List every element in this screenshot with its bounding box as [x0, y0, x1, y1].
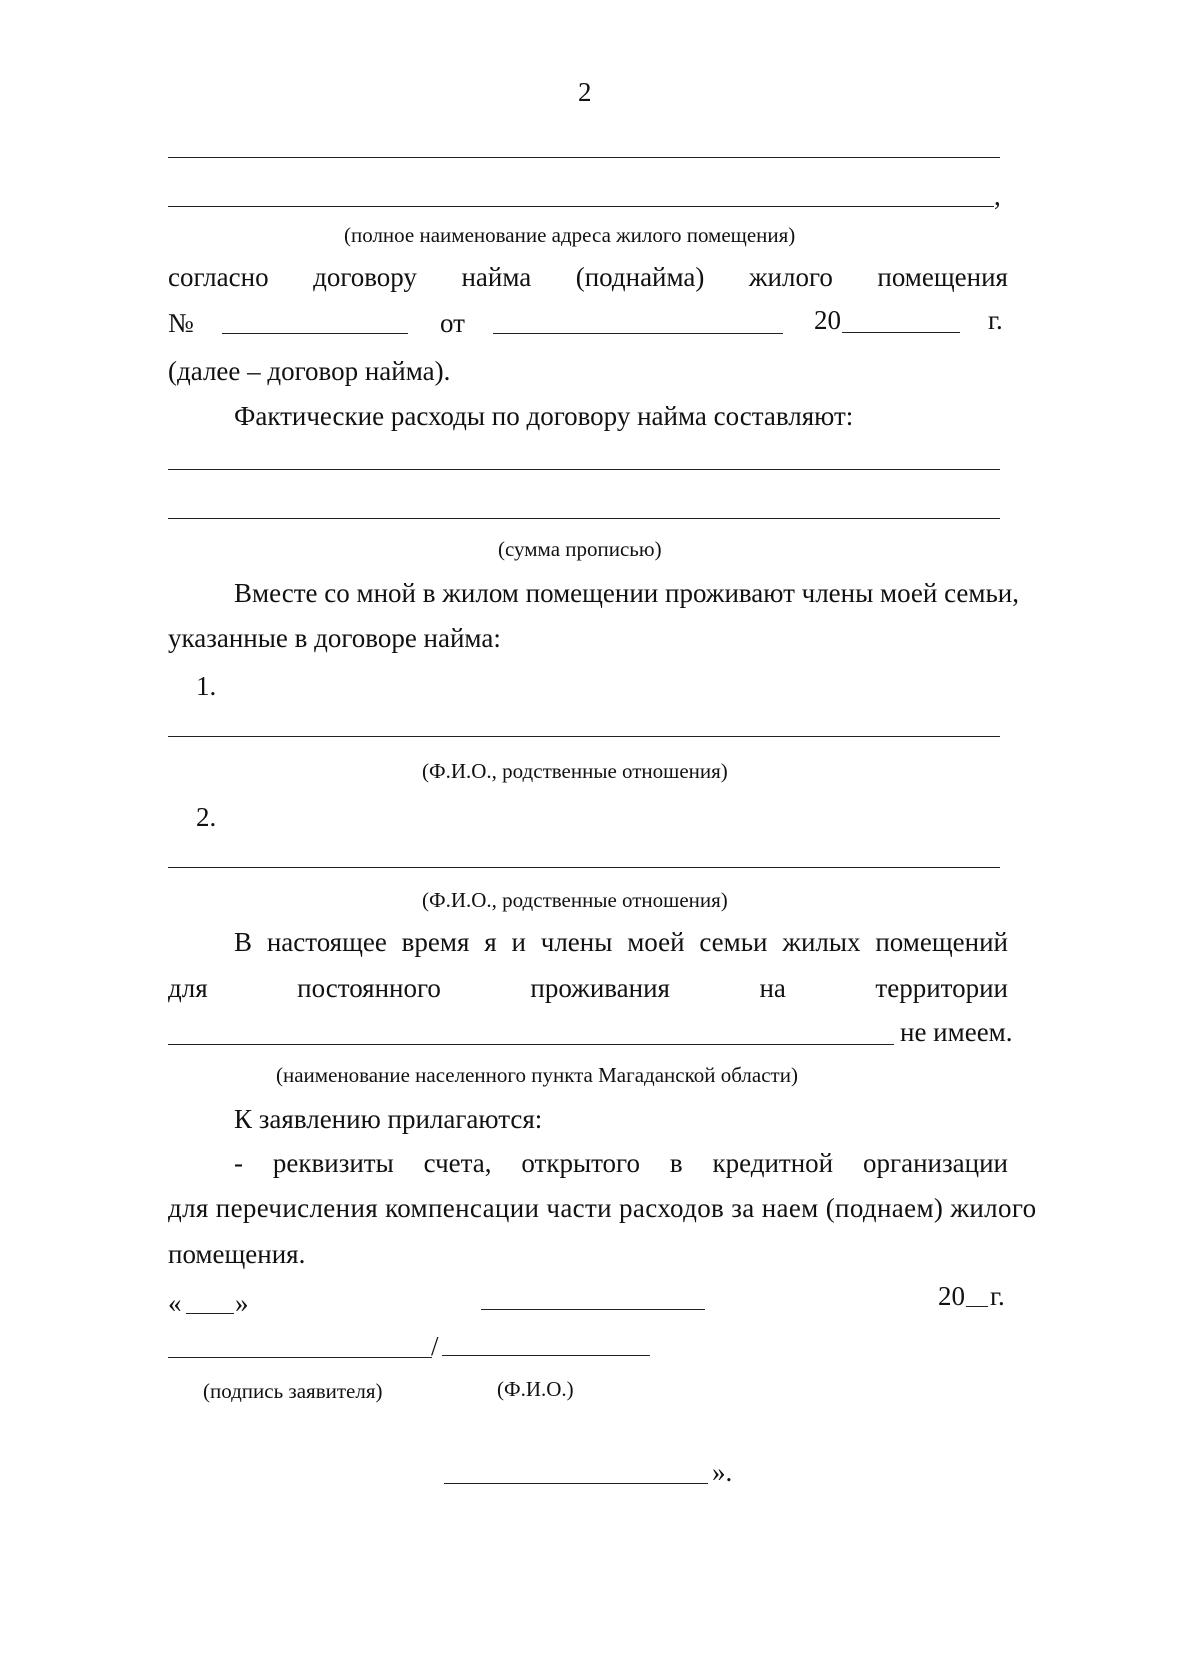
housing-word: время	[401, 927, 470, 957]
housing-word: члены	[540, 927, 613, 957]
contract-word: договору	[313, 262, 417, 292]
housing-line-2	[168, 972, 1008, 1004]
contract-number-field[interactable]	[222, 333, 408, 334]
date-year-field[interactable]	[966, 1306, 988, 1307]
member-2-number: 2.	[196, 802, 217, 832]
housing-word: жилых	[782, 927, 861, 957]
attachments-title: К заявлению прилагаются:	[234, 1104, 543, 1134]
signature-field[interactable]	[168, 1357, 432, 1358]
date-open-quote: «	[168, 1288, 182, 1318]
contract-word: жилого	[748, 262, 833, 292]
housing-word: помещений	[875, 927, 1008, 957]
attachment-line-3: помещения.	[168, 1239, 306, 1269]
date-month-field[interactable]	[481, 1309, 705, 1310]
housing-word: настоящее	[266, 927, 387, 957]
housing-word: проживания	[530, 973, 670, 1003]
attachment-word: кредитной	[712, 1148, 834, 1178]
address-line-2[interactable]	[168, 206, 994, 207]
sum-line-1[interactable]	[168, 469, 1000, 470]
year-prefix: 20	[814, 305, 841, 335]
attachment-word: открытого	[521, 1148, 640, 1178]
housing-word: я	[484, 927, 497, 957]
attachment-line-1	[234, 1147, 1008, 1179]
attachment-word: в	[669, 1148, 683, 1178]
attachment-word: -	[234, 1148, 243, 1178]
contract-word: согласно	[168, 262, 269, 292]
number-sign: №	[168, 308, 194, 338]
expenses-intro: Фактические расходы по договору найма составляют:	[234, 401, 854, 431]
housing-word: В	[234, 927, 253, 957]
member-1-line[interactable]	[168, 736, 1000, 737]
date-year-suffix: г.	[990, 1281, 1005, 1311]
fio-caption: (Ф.И.О.)	[497, 1377, 574, 1401]
housing-word: территории	[875, 973, 1008, 1003]
member-1-number: 1.	[196, 671, 217, 701]
signature-caption: (подпись заявителя)	[203, 1379, 383, 1403]
contract-date-field[interactable]	[493, 333, 783, 334]
housing-word: постоянного	[297, 973, 441, 1003]
housing-line-1	[234, 926, 1008, 958]
address-caption: (полное наименование адреса жилого помещения)	[344, 223, 796, 247]
settlement-caption: (наименование населенного пункта Магаданской области)	[276, 1063, 798, 1087]
page-number: 2	[578, 77, 592, 107]
housing-word: семьи	[699, 927, 768, 957]
attachment-line-2: для перечисления компенсации части расходов за наем (поднаем) жилого	[168, 1193, 1037, 1223]
contract-word: найма	[461, 262, 532, 292]
attachment-word: счета,	[423, 1148, 492, 1178]
closing-mark: ».	[712, 1457, 733, 1487]
contract-alias: (далее – договор найма).	[168, 356, 451, 386]
contract-word: (поднайма)	[575, 262, 705, 292]
attachment-word: организации	[863, 1148, 1008, 1178]
housing-word: для	[168, 973, 208, 1003]
family-intro-2: указанные в договоре найма:	[168, 623, 501, 653]
contract-word: помещения	[877, 262, 1008, 292]
from-word: от	[440, 308, 465, 338]
date-close-quote: »	[235, 1288, 249, 1318]
contract-line	[168, 261, 1008, 293]
sum-line-2[interactable]	[168, 518, 1000, 519]
housing-word: и	[511, 927, 526, 957]
address-comma: ,	[994, 181, 1001, 211]
sum-caption: (сумма прописью)	[498, 537, 662, 561]
member-2-caption: (Ф.И.О., родственные отношения)	[422, 888, 728, 912]
closing-field[interactable]	[444, 1483, 708, 1484]
contract-year-field[interactable]	[842, 332, 960, 333]
housing-end: не имеем.	[900, 1017, 1013, 1047]
housing-word: моей	[627, 927, 685, 957]
member-1-caption: (Ф.И.О., родственные отношения)	[422, 759, 728, 783]
signature-slash: /	[431, 1331, 439, 1361]
member-2-line[interactable]	[168, 867, 1000, 868]
address-line-1[interactable]	[168, 157, 1000, 158]
date-year: 20	[938, 1281, 965, 1311]
housing-word: на	[759, 973, 786, 1003]
fio-field[interactable]	[442, 1355, 650, 1356]
attachment-word: реквизиты	[272, 1148, 394, 1178]
date-day-field[interactable]	[186, 1313, 234, 1314]
settlement-line[interactable]	[168, 1044, 894, 1045]
year-suffix: г.	[988, 305, 1003, 335]
family-intro-1: Вместе со мной в жилом помещении проживают члены моей семьи,	[234, 578, 1020, 608]
